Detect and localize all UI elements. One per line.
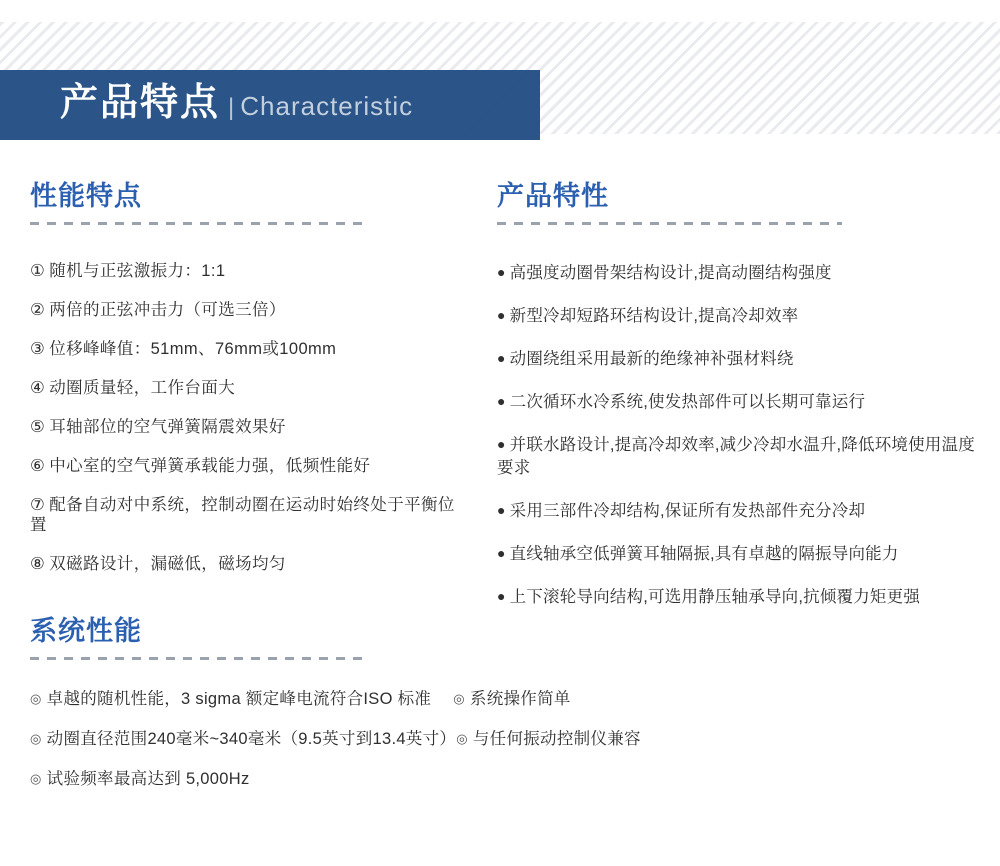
- list-item: [30, 261, 470, 281]
- list-item-marker: ●: [497, 350, 506, 366]
- banner-title-separator: |: [228, 94, 235, 121]
- page-banner: [0, 0, 1000, 155]
- list-item-extra-text: 与任何振动控制仪兼容: [472, 730, 641, 748]
- performance-column: [30, 179, 470, 593]
- banner-title-cn: 产品特点: [60, 82, 221, 124]
- list-item-text: 新型冷却短路环结构设计,提高冷却效率: [509, 307, 799, 325]
- list-item-marker: ◎: [30, 771, 42, 786]
- list-item: [497, 261, 977, 285]
- list-item-marker: ●: [497, 588, 506, 604]
- performance-heading-rule: [30, 222, 365, 225]
- list-item: [30, 768, 980, 790]
- list-item-marker: ③: [30, 340, 46, 358]
- list-item-marker: ⑤: [30, 418, 46, 436]
- list-item-text: 配备自动对中系统，控制动圈在运动时始终处于平衡位置: [30, 496, 455, 534]
- features-list: [497, 261, 977, 609]
- features-heading: 产品特性: [497, 181, 609, 211]
- list-item-marker: ⑦: [30, 496, 46, 514]
- list-item-text: 直线轴承空低弹簧耳轴隔振,具有卓越的隔振导向能力: [509, 545, 899, 563]
- list-item-text: 随机与正弦激振力：1:1: [49, 262, 226, 280]
- list-item: [30, 339, 470, 359]
- performance-heading: 性能特点: [30, 181, 142, 211]
- list-item-extra-text: 系统操作简单: [469, 690, 571, 708]
- list-item-text: 位移峰峰值：51mm、76mm或100mm: [49, 340, 337, 358]
- features-heading-rule: [497, 222, 842, 225]
- list-item: [497, 304, 977, 328]
- list-item-text: 双磁路设计，漏磁低，磁场均匀: [49, 555, 286, 573]
- list-item-extra-marker: ◎: [453, 691, 465, 706]
- system-heading: 系统性能: [30, 616, 142, 646]
- feature-columns: [0, 155, 1000, 606]
- system-list: [30, 688, 980, 790]
- banner-band-arrow: [460, 70, 530, 140]
- list-item-marker: ●: [497, 393, 506, 409]
- list-item-text: 高强度动圈骨架结构设计,提高动圈结构强度: [509, 264, 832, 282]
- banner-title-en: Characteristic: [240, 91, 414, 121]
- list-item: [497, 542, 977, 566]
- list-item: [30, 495, 470, 535]
- list-item-text: 采用三部件冷却结构,保证所有发热部件充分冷却: [509, 502, 866, 520]
- list-item: [30, 417, 470, 437]
- list-item: [30, 378, 470, 398]
- list-item: [497, 499, 977, 523]
- list-item-marker: ②: [30, 301, 46, 319]
- banner-title: [60, 80, 413, 126]
- list-item-marker: ◎: [30, 691, 42, 706]
- list-item-text: 中心室的空气弹簧承载能力强，低频性能好: [49, 457, 371, 475]
- list-item: [497, 347, 977, 371]
- list-item-text: 动圈绕组采用最新的绝缘神补强材料绕: [509, 350, 794, 368]
- system-performance-section: [30, 614, 980, 808]
- list-item-text: 动圈直径范围240毫米~340毫米（9.5英寸到13.4英寸）: [46, 730, 457, 748]
- list-item-marker: ●: [497, 264, 506, 280]
- list-item-text: 卓越的随机性能，3 sigma 额定峰电流符合ISO 标准: [46, 690, 432, 708]
- list-item-text: 动圈质量轻，工作台面大: [49, 379, 236, 397]
- list-item: [30, 688, 980, 710]
- list-item-marker: ●: [497, 502, 506, 518]
- features-column: [497, 179, 977, 628]
- list-item: [497, 390, 977, 414]
- list-item-text: 试验频率最高达到 5,000Hz: [46, 770, 250, 788]
- list-item: [30, 554, 470, 574]
- list-item-marker: ◎: [30, 731, 42, 746]
- list-item-extra-marker: ◎: [456, 731, 468, 746]
- system-heading-rule: [30, 657, 365, 660]
- list-item-text: 两倍的正弦冲击力（可选三倍）: [49, 301, 286, 319]
- list-item-marker: ●: [497, 307, 506, 323]
- list-item: [497, 585, 977, 609]
- list-item: [497, 433, 977, 480]
- list-item-marker: ①: [30, 262, 46, 280]
- list-item: [30, 728, 980, 750]
- list-item-text: 并联水路设计,提高冷却效率,减少冷却水温升,降低环境使用温度要求: [497, 436, 975, 477]
- list-item-marker: ⑥: [30, 457, 46, 475]
- list-item: [30, 456, 470, 476]
- list-item-text: 上下滚轮导向结构,可选用静压轴承导向,抗倾覆力矩更强: [509, 588, 921, 606]
- list-item-text: 耳轴部位的空气弹簧隔震效果好: [49, 418, 286, 436]
- performance-list: [30, 261, 470, 574]
- list-item-marker: ⑧: [30, 555, 46, 573]
- list-item: [30, 300, 470, 320]
- list-item-marker: ●: [497, 545, 506, 561]
- list-item-text: 二次循环水冷系统,使发热部件可以长期可靠运行: [509, 393, 866, 411]
- list-item-marker: ④: [30, 379, 46, 397]
- list-item-marker: ●: [497, 436, 506, 452]
